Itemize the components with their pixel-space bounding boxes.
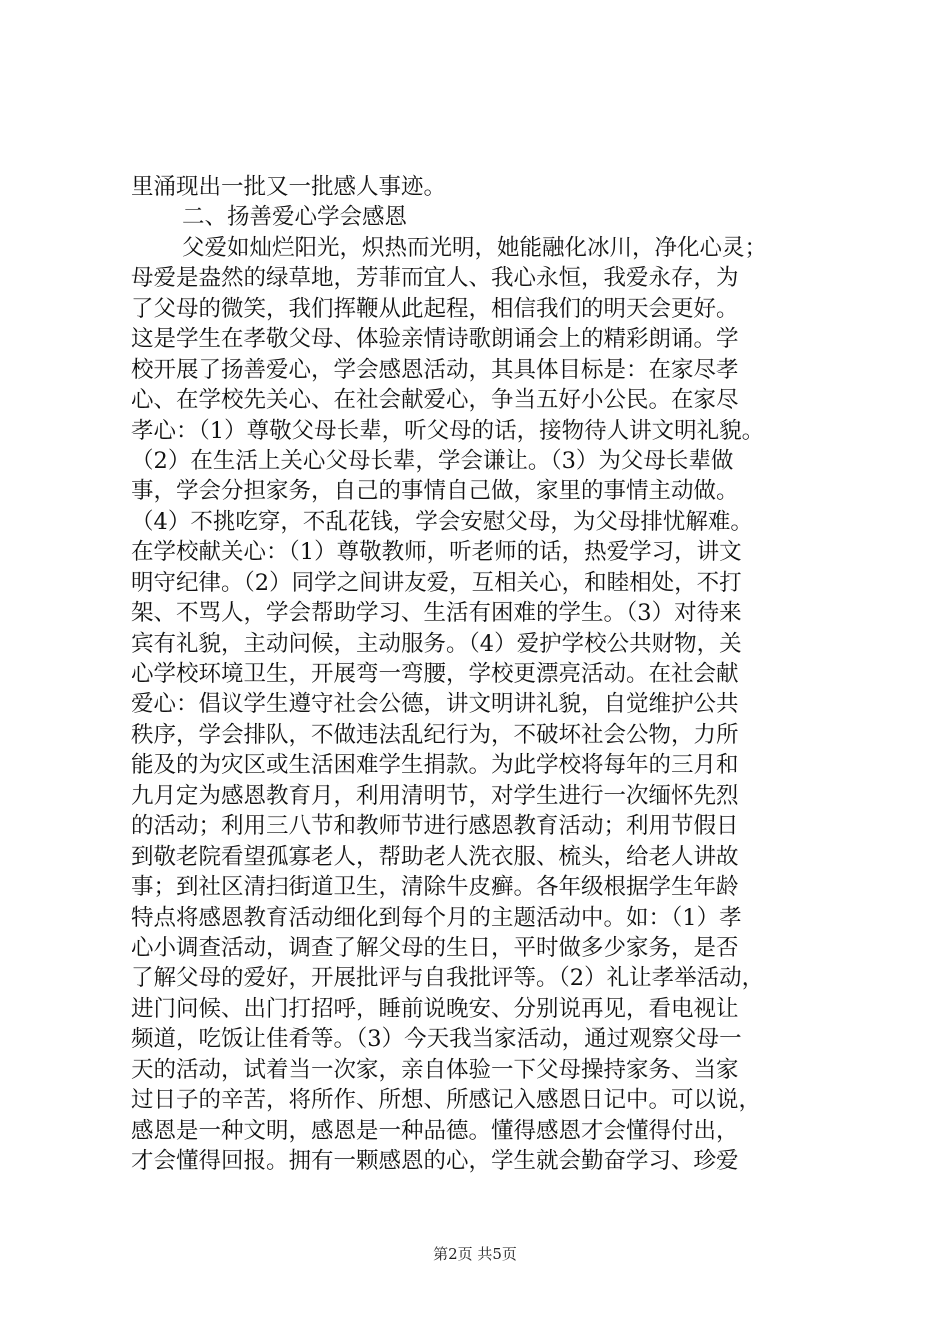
body-line: 特点将感恩教育活动细化到每个月的主题活动中。如：（1）孝	[131, 904, 742, 931]
body-line: 事，学会分担家务，自己的事情自己做，家里的事情主动做。	[131, 478, 739, 505]
body-line: 母爱是盎然的绿草地，芳菲而宜人、我心永恒，我爱永存，为	[131, 265, 739, 292]
body-line: 能及的为灾区或生活困难学生捐款。为此学校将每年的三月和	[131, 752, 739, 779]
body-line: 九月定为感恩教育月，利用清明节，对学生进行一次缅怀先烈	[131, 782, 739, 809]
body-line: 宾有礼貌，主动问候，主动服务。（4）爱护学校公共财物，关	[131, 630, 742, 657]
body-line: 孝心：（1）尊敬父母长辈，听父母的话，接物待人讲文明礼貌。	[131, 417, 765, 444]
body-line: 才会懂得回报。拥有一颗感恩的心，学生就会勤奋学习、珍爱	[131, 1148, 739, 1174]
body-line: 天的活动，试着当一次家，亲自体验一下父母操持家务、当家	[131, 1056, 739, 1083]
body-line: 心、在学校先关心、在社会献爱心，争当五好小公民。在家尽	[131, 387, 739, 414]
body-line: 明守纪律。（2）同学之间讲友爱，互相关心，和睦相处，不打	[131, 569, 742, 596]
body-line: 心小调查活动，调查了解父母的生日，平时做多少家务，是否	[131, 934, 739, 961]
body-line: 校开展了扬善爱心，学会感恩活动，其具体目标是：在家尽孝	[131, 356, 739, 383]
body-line: 事；到社区清扫街道卫生，清除牛皮癣。各年级根据学生年龄	[131, 874, 739, 901]
body-line: 了解父母的爱好，开展批评与自我批评等。（2）礼让孝举活动，	[131, 965, 765, 992]
body-line: 里涌现出一批又一批感人事迹。	[131, 174, 447, 200]
body-line: 父爱如灿烂阳光，炽热而光明，她能融化冰川，净化心灵；	[182, 234, 768, 261]
section-heading: 二、扬善爱心学会感恩	[182, 204, 408, 231]
body-line: （2）在生活上关心父母长辈，学会谦让。（3）为父母长辈做	[131, 447, 734, 474]
document-body	[131, 172, 831, 1176]
body-line: 进门问候、出门打招呼，睡前说晚安、分别说再见，看电视让	[131, 995, 739, 1022]
body-line: 秩序，学会排队，不做违法乱纪行为，不破坏社会公物，力所	[131, 721, 739, 748]
body-line: 心学校环境卫生，开展弯一弯腰，学校更漂亮活动。在社会献	[131, 661, 739, 687]
body-line: 的活动；利用三八节和教师节进行感恩教育活动；利用节假日	[131, 813, 739, 840]
body-line: （4）不挑吃穿，不乱花钱，学会安慰父母，为父母排忧解难。	[131, 508, 753, 535]
body-line: 爱心：倡议学生遵守社会公德，讲文明讲礼貌，自觉维护公共	[131, 691, 739, 718]
page-number-footer: 第2页 共5页	[433, 1245, 517, 1263]
body-line: 过日子的辛苦，将所作、所想、所感记入感恩日记中。可以说，	[131, 1087, 762, 1114]
body-line: 在学校献关心：（1）尊敬教师，听老师的话，热爱学习，讲文	[131, 539, 742, 566]
body-line: 这是学生在孝敬父母、体验亲情诗歌朗诵会上的精彩朗诵。学	[131, 326, 739, 353]
body-line: 到敬老院看望孤寡老人，帮助老人洗衣服、梳头，给老人讲故	[131, 843, 739, 870]
body-line: 频道，吃饭让佳肴等。（3）今天我当家活动，通过观察父母一	[131, 1026, 742, 1053]
body-line: 了父母的微笑，我们挥鞭从此起程，相信我们的明天会更好。	[131, 295, 739, 322]
body-line: 感恩是一种文明，感恩是一种品德。懂得感恩才会懂得付出，	[131, 1117, 739, 1144]
body-line: 架、不骂人，学会帮助学习、生活有困难的学生。（3）对待来	[131, 600, 742, 627]
